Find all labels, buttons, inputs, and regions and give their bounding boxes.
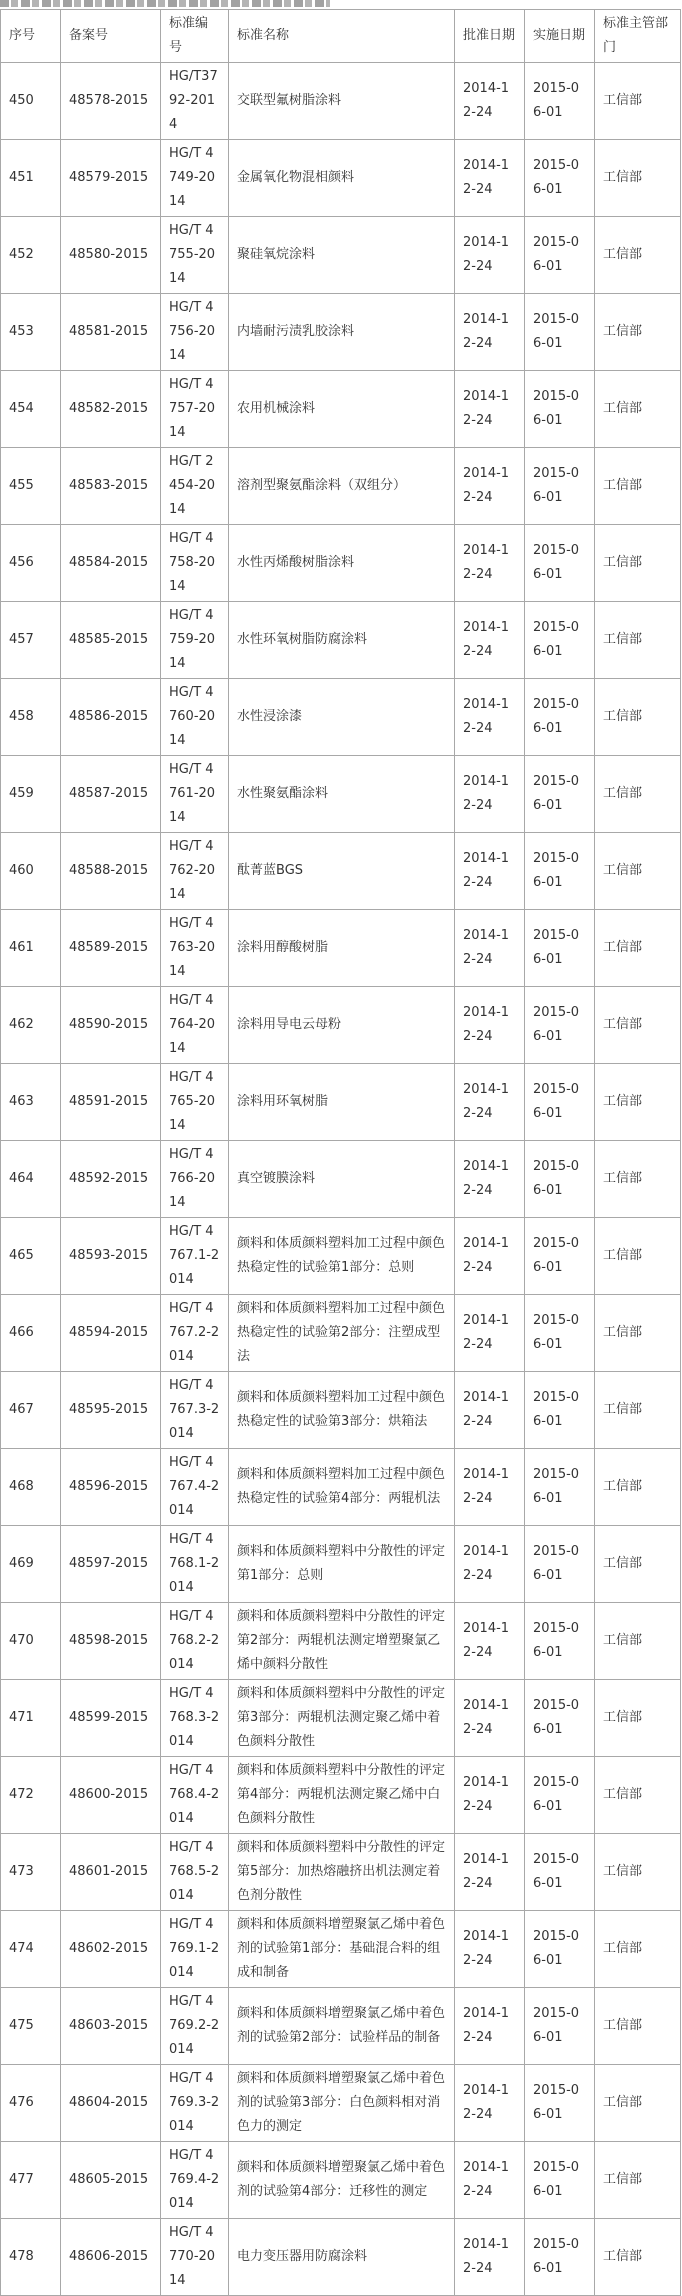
cropped-heading-strip [0, 0, 682, 7]
cell-department: 工信部 [595, 294, 681, 371]
cell-standard-name: 真空镀膜涂料 [229, 1141, 455, 1218]
cell-standard-no: HG/T 4768.3-2014 [161, 1680, 229, 1757]
cell-standard-no: HG/T 4769.3-2014 [161, 2065, 229, 2142]
header-row [1, 10, 681, 63]
cell-record-no: 48586-2015 [61, 679, 161, 756]
cell-standard-name: 水性聚氨酯涂料 [229, 756, 455, 833]
cell-record-no: 48590-2015 [61, 987, 161, 1064]
cell-approve-date: 2014-12-24 [455, 140, 525, 217]
header-record-no: 备案号 [61, 10, 161, 63]
cell-department: 工信部 [595, 525, 681, 602]
cell-standard-no: HG/T 4769.2-2014 [161, 1988, 229, 2065]
cell-implement-date: 2015-06-01 [525, 448, 595, 525]
cell-standard-name: 聚硅氧烷涂料 [229, 217, 455, 294]
cell-implement-date: 2015-06-01 [525, 2142, 595, 2219]
cell-standard-no: HG/T 4768.4-2014 [161, 1757, 229, 1834]
cell-implement-date: 2015-06-01 [525, 1372, 595, 1449]
cell-department: 工信部 [595, 1372, 681, 1449]
cell-standard-no: HG/T 4768.1-2014 [161, 1526, 229, 1603]
cell-record-no: 48592-2015 [61, 1141, 161, 1218]
table-row [1, 1449, 681, 1526]
table-row [1, 756, 681, 833]
cell-seq: 458 [1, 679, 61, 756]
cell-standard-no: HG/T 4767.2-2014 [161, 1295, 229, 1372]
cell-record-no: 48583-2015 [61, 448, 161, 525]
cell-approve-date: 2014-12-24 [455, 1988, 525, 2065]
cell-standard-no: HG/T 4767.4-2014 [161, 1449, 229, 1526]
cell-standard-no: HG/T 4767.1-2014 [161, 1218, 229, 1295]
cell-standard-name: 颜料和体质颜料塑料中分散性的评定 第3部分：两辊机法测定聚乙烯中着色颜料分散性 [229, 1680, 455, 1757]
cell-standard-no: HG/T 4769.4-2014 [161, 2142, 229, 2219]
cell-seq: 476 [1, 2065, 61, 2142]
cell-standard-no: HG/T 4769.1-2014 [161, 1911, 229, 1988]
cell-record-no: 48588-2015 [61, 833, 161, 910]
table-row [1, 63, 681, 140]
cell-record-no: 48584-2015 [61, 525, 161, 602]
cell-department: 工信部 [595, 1295, 681, 1372]
cell-standard-no: HG/T 4758-2014 [161, 525, 229, 602]
cell-department: 工信部 [595, 448, 681, 525]
cell-standard-no: HG/T 4755-2014 [161, 217, 229, 294]
cell-record-no: 48602-2015 [61, 1911, 161, 1988]
cell-implement-date: 2015-06-01 [525, 910, 595, 987]
cell-department: 工信部 [595, 1218, 681, 1295]
cell-implement-date: 2015-06-01 [525, 756, 595, 833]
cell-record-no: 48582-2015 [61, 371, 161, 448]
cell-department: 工信部 [595, 371, 681, 448]
cell-seq: 467 [1, 1372, 61, 1449]
cell-record-no: 48600-2015 [61, 1757, 161, 1834]
cell-approve-date: 2014-12-24 [455, 294, 525, 371]
cell-approve-date: 2014-12-24 [455, 1372, 525, 1449]
cell-standard-name: 涂料用醇酸树脂 [229, 910, 455, 987]
cell-seq: 465 [1, 1218, 61, 1295]
cell-seq: 478 [1, 2219, 61, 2296]
cell-approve-date: 2014-12-24 [455, 1141, 525, 1218]
cell-department: 工信部 [595, 140, 681, 217]
cell-implement-date: 2015-06-01 [525, 1449, 595, 1526]
cell-standard-name: 颜料和体质颜料塑料中分散性的评定 第2部分：两辊机法测定增塑聚氯乙烯中颜料分散性 [229, 1603, 455, 1680]
cell-standard-no: HG/T 2454-2014 [161, 448, 229, 525]
cell-implement-date: 2015-06-01 [525, 1680, 595, 1757]
cell-approve-date: 2014-12-24 [455, 679, 525, 756]
cell-implement-date: 2015-06-01 [525, 1911, 595, 1988]
cell-seq: 461 [1, 910, 61, 987]
cell-implement-date: 2015-06-01 [525, 63, 595, 140]
cell-record-no: 48589-2015 [61, 910, 161, 987]
cell-standard-name: 溶剂型聚氨酯涂料（双组分） [229, 448, 455, 525]
cell-implement-date: 2015-06-01 [525, 525, 595, 602]
cell-seq: 457 [1, 602, 61, 679]
cell-standard-name: 水性环氧树脂防腐涂料 [229, 602, 455, 679]
cell-standard-no: HG/T 4768.5-2014 [161, 1834, 229, 1911]
cell-standard-name: 颜料和体质颜料塑料加工过程中颜色热稳定性的试验第4部分：两辊机法 [229, 1449, 455, 1526]
table-row [1, 1372, 681, 1449]
cell-record-no: 48601-2015 [61, 1834, 161, 1911]
cell-seq: 462 [1, 987, 61, 1064]
cell-standard-name: 水性丙烯酸树脂涂料 [229, 525, 455, 602]
cell-record-no: 48579-2015 [61, 140, 161, 217]
cell-seq: 466 [1, 1295, 61, 1372]
cell-record-no: 48591-2015 [61, 1064, 161, 1141]
cell-record-no: 48587-2015 [61, 756, 161, 833]
cell-standard-name: 电力变压器用防腐涂料 [229, 2219, 455, 2296]
cell-implement-date: 2015-06-01 [525, 140, 595, 217]
cell-standard-no: HG/T3792-2014 [161, 63, 229, 140]
cell-department: 工信部 [595, 63, 681, 140]
table-row [1, 140, 681, 217]
cell-seq: 472 [1, 1757, 61, 1834]
cell-record-no: 48593-2015 [61, 1218, 161, 1295]
cell-standard-no: HG/T 4759-2014 [161, 602, 229, 679]
cell-department: 工信部 [595, 2065, 681, 2142]
cell-implement-date: 2015-06-01 [525, 833, 595, 910]
cell-seq: 451 [1, 140, 61, 217]
header-standard-name: 标准名称 [229, 10, 455, 63]
cell-approve-date: 2014-12-24 [455, 1680, 525, 1757]
table-row [1, 2219, 681, 2296]
cell-implement-date: 2015-06-01 [525, 1757, 595, 1834]
cell-standard-no: HG/T 4763-2014 [161, 910, 229, 987]
cell-standard-name: 颜料和体质颜料增塑聚氯乙烯中着色剂的试验第2部分：试验样品的制备 [229, 1988, 455, 2065]
cell-standard-name: 涂料用导电云母粉 [229, 987, 455, 1064]
cell-department: 工信部 [595, 679, 681, 756]
cell-standard-no: HG/T 4762-2014 [161, 833, 229, 910]
cell-approve-date: 2014-12-24 [455, 2219, 525, 2296]
cell-seq: 456 [1, 525, 61, 602]
cell-department: 工信部 [595, 1834, 681, 1911]
table-row [1, 1218, 681, 1295]
cell-standard-name: 涂料用环氧树脂 [229, 1064, 455, 1141]
table-row [1, 1911, 681, 1988]
cell-standard-name: 颜料和体质颜料增塑聚氯乙烯中着色剂的试验第1部分：基础混合料的组成和制备 [229, 1911, 455, 1988]
cell-department: 工信部 [595, 1064, 681, 1141]
cell-implement-date: 2015-06-01 [525, 2219, 595, 2296]
cell-implement-date: 2015-06-01 [525, 679, 595, 756]
cell-approve-date: 2014-12-24 [455, 910, 525, 987]
cell-standard-no: HG/T 4761-2014 [161, 756, 229, 833]
cell-standard-name: 颜料和体质颜料增塑聚氯乙烯中着色剂的试验第4部分：迁移性的测定 [229, 2142, 455, 2219]
cell-approve-date: 2014-12-24 [455, 1526, 525, 1603]
cell-record-no: 48599-2015 [61, 1680, 161, 1757]
standards-table [0, 9, 681, 2296]
cell-standard-no: HG/T 4768.2-2014 [161, 1603, 229, 1680]
table-row [1, 602, 681, 679]
cell-department: 工信部 [595, 2142, 681, 2219]
cell-record-no: 48578-2015 [61, 63, 161, 140]
cell-seq: 475 [1, 1988, 61, 2065]
cell-implement-date: 2015-06-01 [525, 602, 595, 679]
table-row [1, 1526, 681, 1603]
table-row [1, 910, 681, 987]
cell-seq: 450 [1, 63, 61, 140]
table-row [1, 833, 681, 910]
cell-implement-date: 2015-06-01 [525, 1603, 595, 1680]
cell-record-no: 48585-2015 [61, 602, 161, 679]
cell-department: 工信部 [595, 602, 681, 679]
cell-department: 工信部 [595, 1988, 681, 2065]
table-body [1, 63, 681, 2296]
cell-department: 工信部 [595, 217, 681, 294]
cell-seq: 463 [1, 1064, 61, 1141]
cell-approve-date: 2014-12-24 [455, 525, 525, 602]
cell-approve-date: 2014-12-24 [455, 756, 525, 833]
cell-department: 工信部 [595, 987, 681, 1064]
cell-approve-date: 2014-12-24 [455, 1064, 525, 1141]
cell-department: 工信部 [595, 1757, 681, 1834]
table-row [1, 2142, 681, 2219]
cell-seq: 452 [1, 217, 61, 294]
cell-standard-no: HG/T 4770-2014 [161, 2219, 229, 2296]
table-row [1, 1603, 681, 1680]
cell-record-no: 48604-2015 [61, 2065, 161, 2142]
table-row [1, 1680, 681, 1757]
cell-implement-date: 2015-06-01 [525, 217, 595, 294]
cell-seq: 469 [1, 1526, 61, 1603]
cell-approve-date: 2014-12-24 [455, 1911, 525, 1988]
header-implement-date: 实施日期 [525, 10, 595, 63]
cell-seq: 454 [1, 371, 61, 448]
table-row [1, 525, 681, 602]
cell-implement-date: 2015-06-01 [525, 2065, 595, 2142]
cell-standard-name: 酞菁蓝BGS [229, 833, 455, 910]
cell-implement-date: 2015-06-01 [525, 1834, 595, 1911]
cell-standard-no: HG/T 4764-2014 [161, 987, 229, 1064]
cell-seq: 459 [1, 756, 61, 833]
cell-department: 工信部 [595, 1141, 681, 1218]
table-row [1, 987, 681, 1064]
cell-standard-no: HG/T 4760-2014 [161, 679, 229, 756]
header-department: 标准主管部门 [595, 10, 681, 63]
cell-standard-name: 颜料和体质颜料塑料中分散性的评定 第5部分：加热熔融挤出机法测定着色剂分散性 [229, 1834, 455, 1911]
cell-approve-date: 2014-12-24 [455, 1603, 525, 1680]
cell-department: 工信部 [595, 756, 681, 833]
cell-approve-date: 2014-12-24 [455, 371, 525, 448]
cell-record-no: 48596-2015 [61, 1449, 161, 1526]
cell-standard-no: HG/T 4767.3-2014 [161, 1372, 229, 1449]
cell-implement-date: 2015-06-01 [525, 1526, 595, 1603]
table-row [1, 2065, 681, 2142]
table-row [1, 371, 681, 448]
table-row [1, 1295, 681, 1372]
cell-standard-no: HG/T 4756-2014 [161, 294, 229, 371]
cell-seq: 470 [1, 1603, 61, 1680]
cell-approve-date: 2014-12-24 [455, 217, 525, 294]
cell-seq: 453 [1, 294, 61, 371]
cell-record-no: 48595-2015 [61, 1372, 161, 1449]
cell-seq: 468 [1, 1449, 61, 1526]
cell-record-no: 48580-2015 [61, 217, 161, 294]
cell-implement-date: 2015-06-01 [525, 1218, 595, 1295]
cell-standard-no: HG/T 4765-2014 [161, 1064, 229, 1141]
cell-record-no: 48597-2015 [61, 1526, 161, 1603]
cell-record-no: 48598-2015 [61, 1603, 161, 1680]
header-seq: 序号 [1, 10, 61, 63]
cell-implement-date: 2015-06-01 [525, 987, 595, 1064]
cell-standard-name: 金属氧化物混相颜料 [229, 140, 455, 217]
table-row [1, 217, 681, 294]
cell-department: 工信部 [595, 1603, 681, 1680]
cell-standard-name: 颜料和体质颜料塑料中分散性的评定 第1部分：总则 [229, 1526, 455, 1603]
cell-department: 工信部 [595, 1911, 681, 1988]
cell-seq: 474 [1, 1911, 61, 1988]
cell-implement-date: 2015-06-01 [525, 1141, 595, 1218]
table-row [1, 294, 681, 371]
cell-seq: 455 [1, 448, 61, 525]
cell-standard-name: 颜料和体质颜料增塑聚氯乙烯中着色剂的试验第3部分：白色颜料相对消色力的测定 [229, 2065, 455, 2142]
cell-standard-no: HG/T 4766-2014 [161, 1141, 229, 1218]
cell-approve-date: 2014-12-24 [455, 1449, 525, 1526]
cell-record-no: 48581-2015 [61, 294, 161, 371]
cell-record-no: 48606-2015 [61, 2219, 161, 2296]
cell-approve-date: 2014-12-24 [455, 2065, 525, 2142]
table-header [1, 10, 681, 63]
cell-approve-date: 2014-12-24 [455, 1218, 525, 1295]
table-row [1, 1834, 681, 1911]
header-approve-date: 批准日期 [455, 10, 525, 63]
cell-department: 工信部 [595, 1526, 681, 1603]
header-standard-no: 标准编号 [161, 10, 229, 63]
cell-record-no: 48594-2015 [61, 1295, 161, 1372]
cell-seq: 471 [1, 1680, 61, 1757]
cell-approve-date: 2014-12-24 [455, 987, 525, 1064]
table-row [1, 448, 681, 525]
cell-implement-date: 2015-06-01 [525, 371, 595, 448]
cell-seq: 460 [1, 833, 61, 910]
cell-implement-date: 2015-06-01 [525, 1064, 595, 1141]
cell-seq: 477 [1, 2142, 61, 2219]
cell-record-no: 48603-2015 [61, 1988, 161, 2065]
cell-implement-date: 2015-06-01 [525, 1988, 595, 2065]
cell-department: 工信部 [595, 910, 681, 987]
cell-seq: 464 [1, 1141, 61, 1218]
cell-standard-name: 交联型氟树脂涂料 [229, 63, 455, 140]
cell-seq: 473 [1, 1834, 61, 1911]
table-row [1, 679, 681, 756]
table-row [1, 1757, 681, 1834]
cell-standard-no: HG/T 4749-2014 [161, 140, 229, 217]
cell-department: 工信部 [595, 833, 681, 910]
table-row [1, 1141, 681, 1218]
cell-approve-date: 2014-12-24 [455, 833, 525, 910]
cell-approve-date: 2014-12-24 [455, 1295, 525, 1372]
cell-standard-name: 颜料和体质颜料塑料中分散性的评定 第4部分：两辊机法测定聚乙烯中白色颜料分散性 [229, 1757, 455, 1834]
cell-record-no: 48605-2015 [61, 2142, 161, 2219]
cell-standard-name: 农用机械涂料 [229, 371, 455, 448]
cell-standard-no: HG/T 4757-2014 [161, 371, 229, 448]
cell-approve-date: 2014-12-24 [455, 63, 525, 140]
table-row [1, 1064, 681, 1141]
cell-standard-name: 水性浸涂漆 [229, 679, 455, 756]
cell-approve-date: 2014-12-24 [455, 2142, 525, 2219]
cell-implement-date: 2015-06-01 [525, 1295, 595, 1372]
cell-approve-date: 2014-12-24 [455, 448, 525, 525]
cell-standard-name: 颜料和体质颜料塑料加工过程中颜色热稳定性的试验第1部分：总则 [229, 1218, 455, 1295]
cell-standard-name: 内墙耐污渍乳胶涂料 [229, 294, 455, 371]
cell-approve-date: 2014-12-24 [455, 1757, 525, 1834]
cell-department: 工信部 [595, 1449, 681, 1526]
cell-department: 工信部 [595, 1680, 681, 1757]
cell-standard-name: 颜料和体质颜料塑料加工过程中颜色热稳定性的试验第3部分：烘箱法 [229, 1372, 455, 1449]
table-row [1, 1988, 681, 2065]
cell-standard-name: 颜料和体质颜料塑料加工过程中颜色热稳定性的试验第2部分：注塑成型法 [229, 1295, 455, 1372]
cell-approve-date: 2014-12-24 [455, 1834, 525, 1911]
cell-implement-date: 2015-06-01 [525, 294, 595, 371]
cell-department: 工信部 [595, 2219, 681, 2296]
cell-approve-date: 2014-12-24 [455, 602, 525, 679]
